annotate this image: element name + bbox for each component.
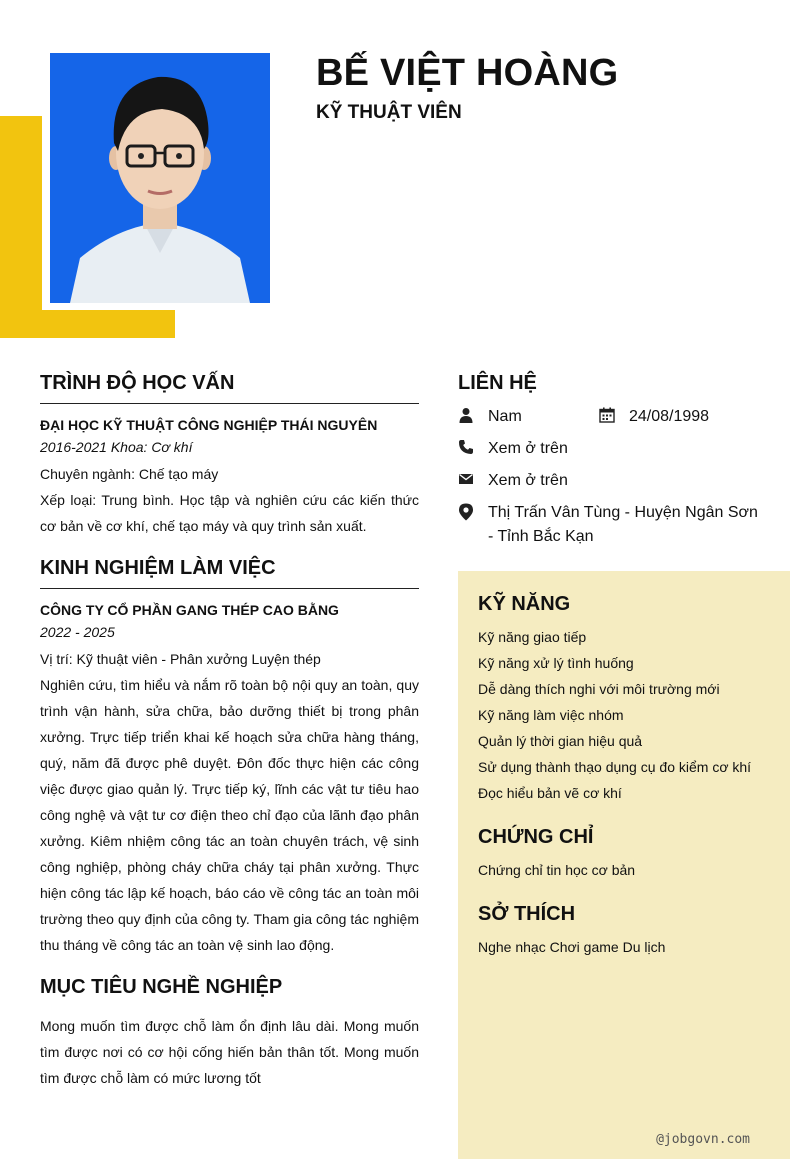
skill-item: Kỹ năng làm việc nhóm — [478, 707, 624, 723]
candidate-name: BẾ VIỆT HOÀNG — [316, 52, 619, 94]
education-heading: TRÌNH ĐỘ HỌC VẤN — [40, 372, 419, 404]
location-icon — [458, 503, 474, 519]
certificate-item: Chứng chỉ tin học cơ bản — [478, 862, 636, 878]
experience-description: Nghiên cứu, tìm hiểu và nắm rõ toàn bộ nội quy an toàn, quy trình vận hành, sửa chữa, bảo dưỡng thiết bị trong phân xưởng. Trực tiếp triển khai kế hoạch sửa chữa hàng tháng, quý, năm đã được phê duyệt. Đôn đốc thực hiện các công việc được giao quản lý. Trực tiếp ký, lĩnh các vật tư tiêu hao công nghệ và vật tư cơ điện theo chỉ đạo của lãnh đạo phân xưởng. Kiêm nhiệm công tác an toàn chuyên trách, vệ sinh công nghiệp, phòng cháy chữa cháy tại phân xưởng. Thực hiện công tác lập kế hoạch, báo cáo về công tác an toàn môi trường theo quy định của công ty. Tham gia công tác nghiệm thu tháng về công tác an toàn vệ sinh lao động. — [40, 677, 419, 953]
education-major: Chuyên ngành: Chế tạo máy — [40, 466, 219, 482]
contact-section — [458, 372, 768, 553]
main-column — [40, 372, 419, 1091]
skill-item: Kỹ năng giao tiếp — [478, 629, 587, 645]
skill-item: Quản lý thời gian hiệu quả — [478, 733, 643, 749]
calendar-icon — [599, 407, 615, 423]
phone-icon — [458, 439, 474, 455]
contact-birthday: 24/08/1998 — [629, 408, 710, 425]
accent-block-horizontal — [0, 310, 175, 338]
candidate-title: KỸ THUẬT VIÊN — [316, 102, 462, 123]
contact-address: Thị Trấn Vân Tùng - Huyện Ngân Sơn - Tỉnh Bắc Kạn — [488, 504, 758, 545]
contact-email: Xem ở trên — [488, 472, 568, 489]
contact-heading: LIÊN HỆ — [458, 372, 537, 394]
contact-phone-row — [458, 437, 768, 469]
hobbies-text: Nghe nhạc Chơi game Du lịch — [478, 939, 666, 955]
company-name: CÔNG TY CỔ PHẦN GANG THÉP CAO BẰNG — [40, 602, 339, 618]
school-name: ĐẠI HỌC KỸ THUẬT CÔNG NGHIỆP THÁI NGUYÊN — [40, 417, 378, 433]
skill-item: Kỹ năng xử lý tình huống — [478, 655, 634, 671]
contact-gender-row — [458, 405, 768, 437]
skill-item: Sử dụng thành thạo dụng cụ đo kiểm cơ khí — [478, 759, 752, 775]
experience-section — [40, 557, 419, 958]
mail-icon — [458, 471, 474, 487]
side-panel — [458, 571, 790, 1159]
education-period: 2016-2021 Khoa: Cơ khí — [40, 439, 193, 455]
experience-heading: KINH NGHIỆM LÀM VIỆC — [40, 557, 419, 589]
hobbies-heading: SỞ THÍCH — [478, 903, 576, 925]
experience-period: 2022 - 2025 — [40, 624, 115, 640]
portrait-photo — [50, 53, 270, 303]
skills-heading: KỸ NĂNG — [478, 593, 571, 615]
skill-item: Đọc hiểu bản vẽ cơ khí — [478, 785, 622, 801]
side-panel-content — [478, 593, 770, 960]
hobbies-section — [478, 903, 770, 960]
objective-section — [40, 976, 419, 1091]
contact-gender: Nam — [488, 408, 522, 425]
skills-section — [478, 593, 770, 806]
education-section — [40, 372, 419, 539]
skill-item: Dễ dàng thích nghi với môi trường mới — [478, 681, 720, 697]
experience-position: Vị trí: Kỹ thuật viên - Phân xưởng Luyện thép — [40, 651, 321, 667]
contact-address-row — [458, 501, 768, 553]
watermark: @jobgovn.com — [656, 1132, 750, 1147]
objective-text: Mong muốn tìm được chỗ làm ổn định lâu dài. Mong muốn tìm được nơi có cơ hội cống hiến bản thân tốt. Mong muốn tìm được chỗ làm có mức lương tốt — [40, 1018, 419, 1086]
certificates-section — [478, 826, 770, 883]
certificates-heading: CHỨNG CHỈ — [478, 826, 594, 848]
contact-phone: Xem ở trên — [488, 440, 568, 457]
education-detail: Xếp loại: Trung bình. Học tập và nghiên cứu các kiến thức cơ bản về cơ khí, chế tạo máy và quy trình sản xuất. — [40, 492, 419, 534]
accent-block-vertical — [0, 116, 42, 338]
objective-heading: MỤC TIÊU NGHỀ NGHIỆP — [40, 976, 283, 998]
user-icon — [458, 407, 474, 423]
contact-email-row — [458, 469, 768, 501]
